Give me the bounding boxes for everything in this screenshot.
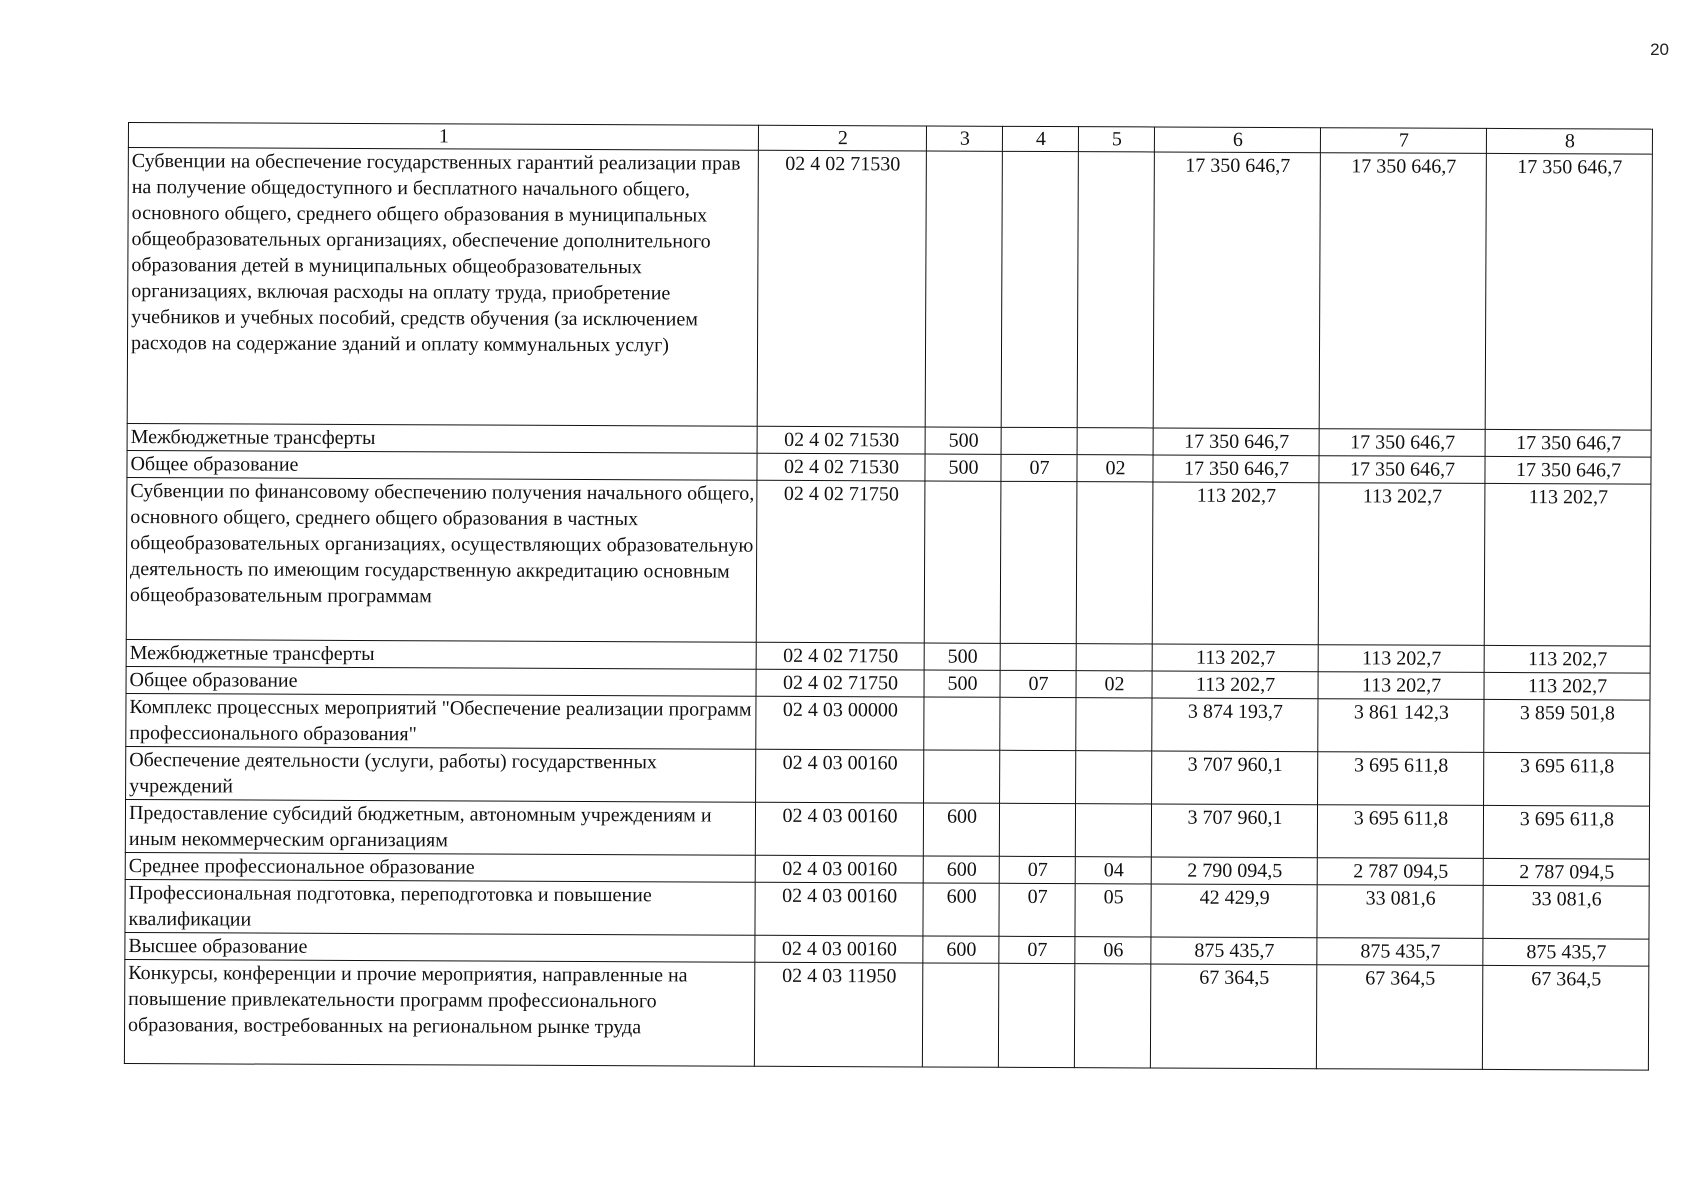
row-value6-cell: 3 874 193,7 [1152,698,1318,752]
row-value7-cell: 3 695 611,8 [1317,805,1483,859]
row-col4-cell: 07 [1000,670,1076,697]
row-col3-cell: 500 [924,670,1000,697]
row-value8-cell: 17 350 646,7 [1485,429,1651,457]
page-number: 20 [1650,40,1669,59]
row-value8-cell: 17 350 646,7 [1485,153,1652,430]
row-col3-cell: 500 [925,454,1001,481]
row-value6-cell: 17 350 646,7 [1153,152,1320,429]
row-code-cell: 02 4 02 71530 [757,453,925,481]
row-code-cell: 02 4 02 71750 [756,480,925,643]
row-col4-cell [1000,750,1076,803]
row-col3-cell [922,963,998,1067]
row-value6-cell: 17 350 646,7 [1153,428,1319,456]
row-col4-cell [1001,151,1078,427]
table-row [126,746,1650,806]
row-value8-cell: 113 202,7 [1484,645,1650,673]
header-cell: 8 [1486,128,1652,154]
row-name-cell: Предоставление субсидий бюджетным, автономным учреждениям и иным некоммерческим организациям [125,799,755,855]
row-col5-cell [1076,751,1152,804]
row-name-cell: Обеспечение деятельности (услуги, работы) государственных учреждений [126,746,756,802]
row-col3-cell: 500 [925,427,1001,454]
row-value6-cell: 17 350 646,7 [1153,455,1319,483]
row-value7-cell: 113 202,7 [1318,672,1484,700]
row-col5-cell [1076,644,1152,671]
row-value6-cell: 113 202,7 [1152,671,1318,699]
row-value8-cell: 3 859 501,8 [1484,699,1650,753]
row-col5-cell: 06 [1075,937,1151,964]
row-col4-cell [1000,697,1076,750]
row-value8-cell: 113 202,7 [1484,483,1651,646]
row-col4-cell [1001,427,1077,454]
header-cell: 3 [926,126,1002,151]
row-col4-cell: 07 [999,883,1075,936]
row-col3-cell [924,697,1000,750]
row-value8-cell: 3 695 611,8 [1483,805,1649,859]
row-code-cell: 02 4 03 11950 [754,962,922,1067]
row-value7-cell: 113 202,7 [1318,483,1485,646]
row-code-cell: 02 4 03 00000 [756,696,924,750]
row-value7-cell: 17 350 646,7 [1319,456,1485,484]
row-col3-cell [924,481,1001,643]
row-col4-cell [1000,481,1077,643]
row-name-cell: Субвенции по финансовому обеспечению получения начального общего, основного общего, среднего общего образования в частных общеобразовательных организациях, осуществляющих образовательную деятельность по имеющим государственную аккредитацию основным общеобразовательным программам [126,477,757,642]
row-name-cell: Межбюджетные трансферты [127,423,757,453]
row-value6-cell: 3 707 960,1 [1151,804,1317,858]
row-col3-cell: 600 [923,936,999,963]
row-code-cell: 02 4 03 00160 [756,749,924,803]
row-name-cell: Межбюджетные трансферты [126,639,756,669]
row-value8-cell: 33 081,6 [1483,885,1649,939]
row-value8-cell: 17 350 646,7 [1485,456,1651,484]
table-row [126,477,1651,646]
row-col5-cell [1074,964,1150,1068]
row-value7-cell: 17 350 646,7 [1319,429,1485,457]
row-value6-cell: 113 202,7 [1152,482,1319,645]
header-cell: 7 [1320,128,1486,154]
row-name-cell: Профессиональная подготовка, переподготовка и повышение квалификации [125,879,755,935]
row-name-cell: Высшее образование [125,932,755,962]
row-value7-cell: 67 364,5 [1316,965,1482,1070]
table-row [126,693,1650,753]
row-code-cell: 02 4 02 71530 [757,426,925,454]
row-value6-cell: 42 429,9 [1151,884,1317,938]
row-value7-cell: 875 435,7 [1317,938,1483,966]
row-col5-cell [1076,482,1153,644]
row-value6-cell: 67 364,5 [1150,964,1316,1069]
row-name-cell: Комплекс процессных мероприятий "Обеспечение реализации программ профессионального образования" [126,693,756,749]
row-col3-cell [924,750,1000,803]
row-col5-cell [1077,428,1153,455]
row-value6-cell: 113 202,7 [1152,644,1318,672]
header-cell: 1 [128,123,758,151]
row-value6-cell: 3 707 960,1 [1152,751,1318,805]
row-value8-cell: 2 787 094,5 [1483,858,1649,886]
row-value8-cell: 113 202,7 [1484,672,1650,700]
row-name-cell: Общее образование [126,666,756,696]
row-name-cell: Конкурсы, конференции и прочие мероприятия, направленные на повышение привлекательности программ профессионального образования, востребованных на региональном рынке труда [124,959,754,1066]
table-row [125,879,1649,939]
row-value7-cell: 113 202,7 [1318,645,1484,673]
row-code-cell: 02 4 02 71750 [756,642,924,670]
row-col4-cell: 07 [999,936,1075,963]
row-col5-cell: 02 [1077,455,1153,482]
row-code-cell: 02 4 03 00160 [755,802,923,856]
row-value8-cell: 875 435,7 [1483,938,1649,966]
row-value6-cell: 2 790 094,5 [1151,857,1317,885]
row-col5-cell [1077,152,1154,428]
row-col3-cell: 600 [923,856,999,883]
table-row [127,148,1652,431]
row-col5-cell: 04 [1075,857,1151,884]
row-value7-cell: 3 695 611,8 [1318,752,1484,806]
header-cell: 5 [1078,127,1154,152]
row-col3-cell: 600 [923,883,999,936]
row-col5-cell [1075,804,1151,857]
row-col4-cell: 07 [1001,454,1077,481]
row-code-cell: 02 4 03 00160 [755,855,923,883]
budget-table [124,122,1653,1071]
header-cell: 4 [1002,126,1078,151]
table-row [125,799,1649,859]
row-value7-cell: 33 081,6 [1317,885,1483,939]
row-value7-cell: 17 350 646,7 [1319,153,1486,430]
table-row [124,959,1648,1070]
row-col3-cell: 500 [924,643,1000,670]
row-col3-cell: 600 [923,803,999,856]
row-col5-cell [1076,698,1152,751]
row-value7-cell: 2 787 094,5 [1317,858,1483,886]
row-col5-cell: 02 [1076,671,1152,698]
header-cell: 6 [1154,127,1320,153]
row-value6-cell: 875 435,7 [1151,937,1317,965]
row-name-cell: Общее образование [127,450,757,480]
row-code-cell: 02 4 03 00160 [755,882,923,936]
row-col4-cell [999,803,1075,856]
row-code-cell: 02 4 02 71750 [756,669,924,697]
header-cell: 2 [758,125,926,151]
row-col4-cell [998,963,1074,1067]
row-col4-cell [1000,643,1076,670]
row-name-cell: Субвенции на обеспечение государственных гарантий реализации прав на получение общедоступного и бесплатного начального общего, основного общего, среднего общего образования в муниципальных общеобразовательных организациях, обеспечение дополнительного образования детей в муниципальных общеобразовательных организациях, включая расходы на оплату труда, приобретение учебников и учебных пособий, средств обучения (за исключением расходов на содержание зданий и оплату коммунальных услуг) [127,148,758,427]
row-value8-cell: 3 695 611,8 [1484,752,1650,806]
row-col4-cell: 07 [999,856,1075,883]
row-code-cell: 02 4 02 71530 [757,150,926,427]
row-value8-cell: 67 364,5 [1482,965,1648,1070]
row-name-cell: Среднее профессиональное образование [125,852,755,882]
row-col5-cell: 05 [1075,884,1151,937]
row-value7-cell: 3 861 142,3 [1318,699,1484,753]
row-code-cell: 02 4 03 00160 [755,935,923,963]
row-col3-cell [925,151,1002,427]
